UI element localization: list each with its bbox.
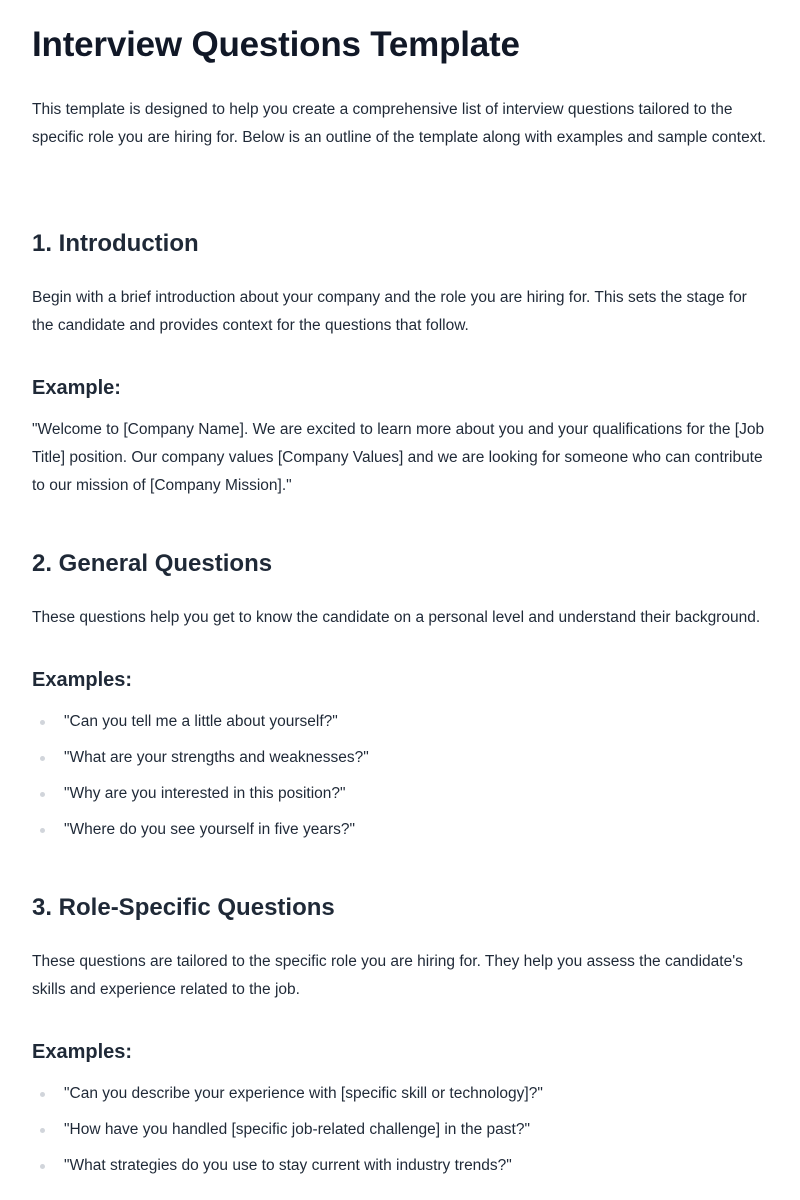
list-item-text: "Can you tell me a little about yourself?" xyxy=(64,713,338,730)
list-item-text: "How have you handled [specific job-related challenge] in the past?" xyxy=(64,1121,530,1138)
bullet-icon xyxy=(40,792,45,797)
intro-paragraph: This template is designed to help you create a comprehensive list of interview questions tailored to the specific role you are hiring for. Below is an outline of the template along with examples and sample context. xyxy=(32,101,767,146)
page-title: Interview Questions Template xyxy=(32,25,520,64)
section-body-role-specific-questions: These questions are tailored to the specific role you are hiring for. They help you assess the candidate's skills and experience related to the job. xyxy=(32,953,743,998)
section-body-introduction: Begin with a brief introduction about your company and the role you are hiring for. This sets the stage for the candidate and provides context for the questions that follow. xyxy=(32,289,747,334)
example-text-introduction: "Welcome to [Company Name]. We are excited to learn more about you and your qualifications for the [Job Title] position. Our company values [Company Values] and we are looking for someone who can contribute to our mission of [Company Mission]." xyxy=(32,421,765,494)
bullet-icon xyxy=(40,1164,45,1169)
list-item xyxy=(32,708,768,744)
list-item xyxy=(32,1152,768,1188)
list-item-text: "What strategies do you use to stay current with industry trends?" xyxy=(64,1157,512,1174)
section-body-general-questions: These questions help you get to know the candidate on a personal level and understand their background. xyxy=(32,609,761,626)
list-item-text: "What are your strengths and weaknesses?" xyxy=(64,749,369,766)
section-heading-general-questions: 2. General Questions xyxy=(32,550,273,577)
list-item xyxy=(32,1116,768,1152)
list-item xyxy=(32,744,768,780)
section-heading-introduction: 1. Introduction xyxy=(32,230,199,257)
bullet-icon xyxy=(40,1092,45,1097)
bullet-icon xyxy=(40,1128,45,1133)
list-item-text: "Where do you see yourself in five years?" xyxy=(64,821,356,838)
section-heading-role-specific-questions: 3. Role-Specific Questions xyxy=(32,894,335,921)
list-item xyxy=(32,780,768,816)
role-specific-questions-list xyxy=(32,1080,768,1188)
example-heading-role-specific-questions: Examples: xyxy=(32,1041,133,1063)
bullet-icon xyxy=(40,720,45,725)
example-heading-general-questions: Examples: xyxy=(32,669,133,691)
list-item-text: "Can you describe your experience with [specific skill or technology]?" xyxy=(64,1085,543,1102)
list-item xyxy=(32,816,768,852)
example-heading-introduction: Example: xyxy=(32,377,121,399)
bullet-icon xyxy=(40,756,45,761)
bullet-icon xyxy=(40,828,45,833)
general-questions-list xyxy=(32,708,768,852)
list-item-text: "Why are you interested in this position?" xyxy=(64,785,346,802)
list-item xyxy=(32,1080,768,1116)
